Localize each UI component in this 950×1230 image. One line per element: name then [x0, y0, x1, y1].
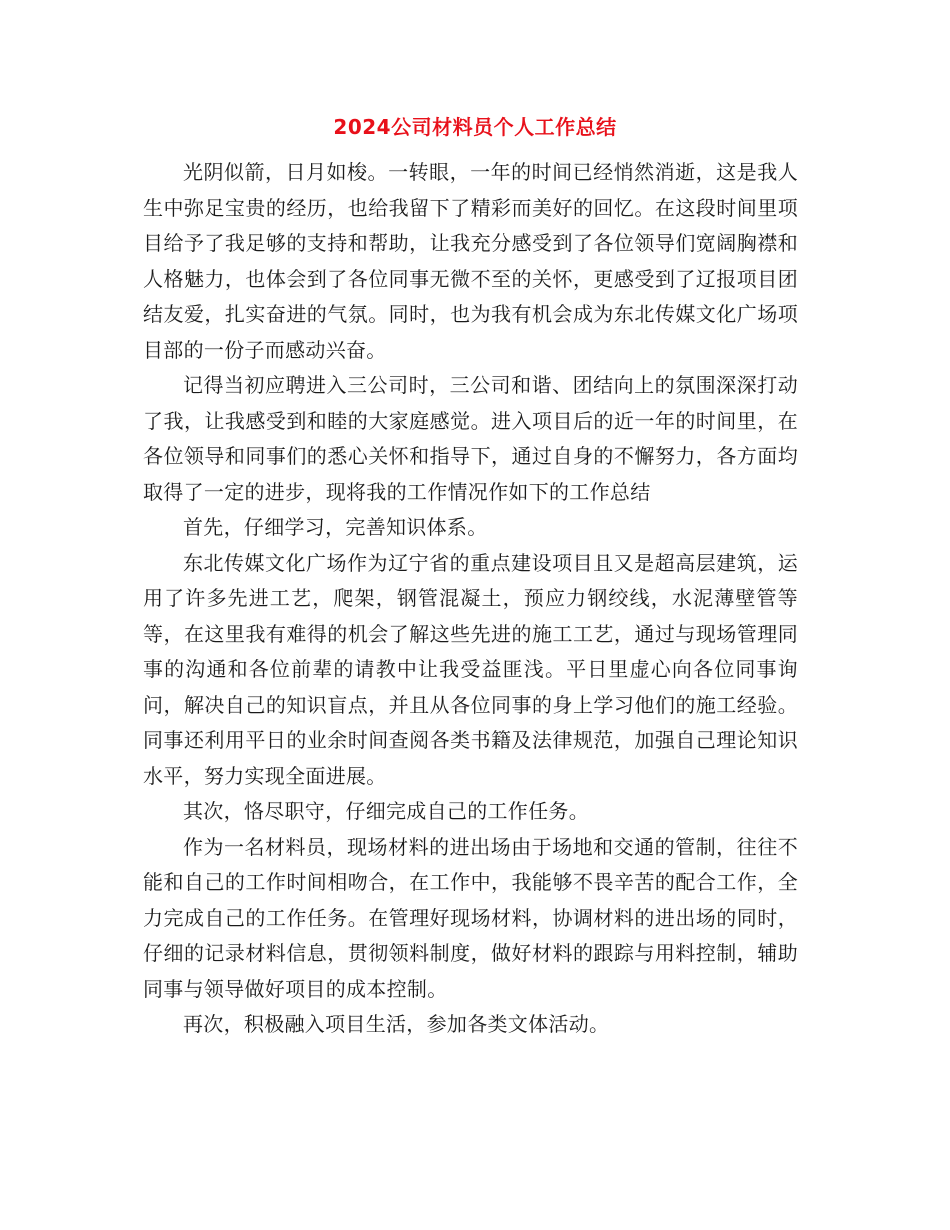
document-body [143, 155, 798, 1043]
paragraph-duties: 作为一名材料员，现场材料的进出场由于场地和交通的管制，往往不能和自己的工作时间相吻合，在工作中，我能够不畏辛苦的配合工作，全力完成自己的工作任务。在管理好现场材料，协调材料的进出场的同时，仔细的记录材料信息，贯彻领料制度，做好材料的跟踪与用料控制，辅助同事与领导做好项目的成本控制。 [143, 834, 798, 1001]
paragraph-recollection: 记得当初应聘进入三公司时，三公司和谐、团结向上的氛围深深打动了我，让我感受到和睦的大家庭感觉。进入项目后的近一年的时间里，在各位领导和同事们的悉心关怀和指导下，通过自身的不懈努力，各方面均取得了一定的进步，现将我的工作情况作如下的工作总结 [143, 373, 798, 504]
paragraph-learning: 东北传媒文化广场作为辽宁省的重点建设项目且又是超高层建筑，运用了许多先进工艺，爬架，钢管混凝土，预应力钢绞线，水泥薄壁管等等，在这里我有难得的机会了解这些先进的施工工艺，通过与现场管理同事的沟通和各位前辈的请教中让我受益匪浅。平日里虚心向各位同事询问，解决自己的知识盲点，并且从各位同事的身上学习他们的施工经验。同事还利用平日的业余时间查阅各类书籍及法律规范，加强自己理论知识水平，努力实现全面进展。 [143, 550, 798, 788]
section-heading-third: 再次，积极融入项目生活，参加各类文体活动。 [183, 1012, 610, 1036]
section-heading-second: 其次，恪尽职守，仔细完成自己的工作任务。 [183, 799, 589, 823]
document-title: 2024公司材料员个人工作总结 [333, 115, 617, 139]
section-heading-first: 首先，仔细学习，完善知识体系。 [183, 515, 488, 539]
paragraph-intro: 光阴似箭，日月如梭。一转眼，一年的时间已经悄然消逝，这是我人生中弥足宝贵的经历，也给我留下了精彩而美好的回忆。在这段时间里项目给予了我足够的支持和帮助，让我充分感受到了各位领导们宽阔胸襟和人格魅力，也体会到了各位同事无微不至的关怀，更感受到了辽报项目团结友爱，扎实奋进的气氛。同时，也为我有机会成为东北传媒文化广场项目部的一份子而感动兴奋。 [143, 160, 798, 362]
